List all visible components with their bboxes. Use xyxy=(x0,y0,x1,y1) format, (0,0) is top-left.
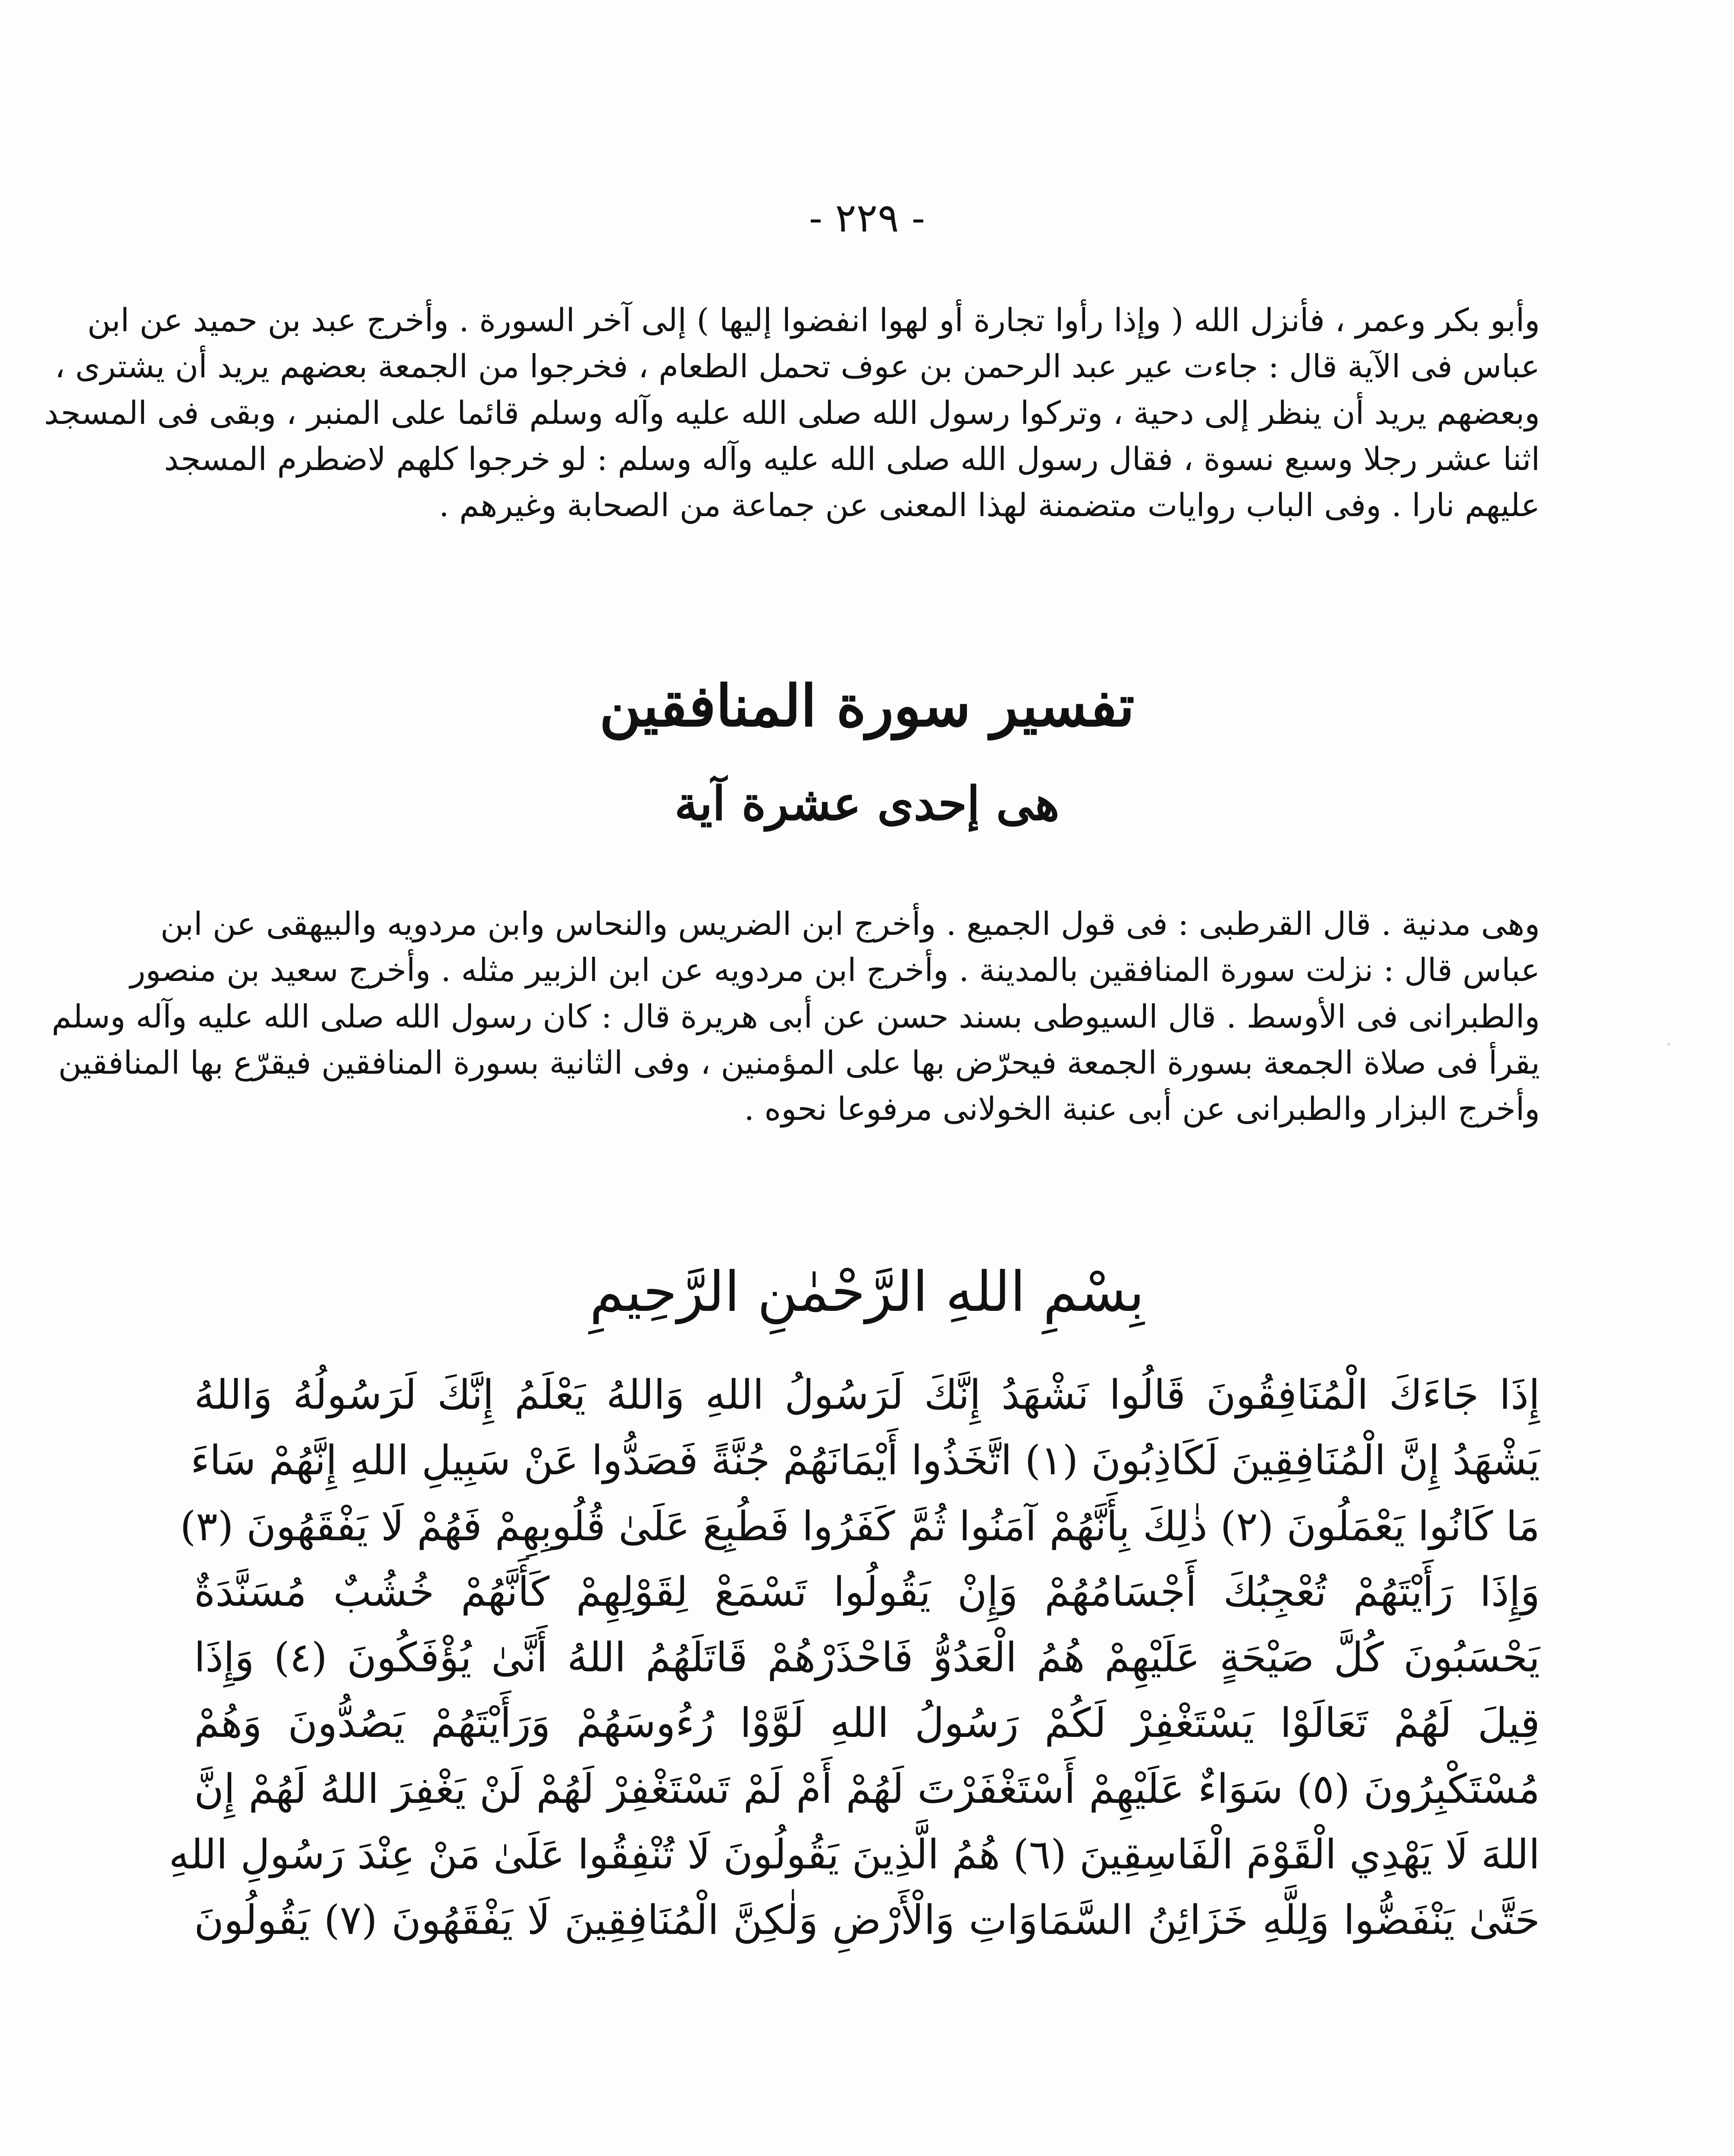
scan-speck xyxy=(1667,1043,1670,1046)
quran-line: إِذَا جَاءَكَ الْمُنَافِقُونَ قَالُوا نَشْهَدُ إِنَّكَ لَرَسُولُ اللهِ وَاللهُ يَعْلَمُ إِنَّكَ لَرَسُولُهُ وَاللهُ xyxy=(194,1372,1540,1419)
text-line: وبعضهم يريد أن ينظر إلى دحية ، وتركوا رسول الله صلى الله عليه وآله وسلم قائما على المنبر ، وبقى فى المسجد xyxy=(44,394,1540,432)
text-line: وأخرج البزار والطبرانى عن أبى عنبة الخولانى مرفوعا نحوه . xyxy=(744,1091,1540,1128)
text-line: اثنا عشر رجلا وسبع نسوة ، فقال رسول الله صلى الله عليه وآله وسلم : لو خرجوا كلهم لاضطرم المسجد xyxy=(164,440,1540,478)
quran-line: يَشْهَدُ إِنَّ الْمُنَافِقِينَ لَكَاذِبُونَ (١) اتَّخَذُوا أَيْمَانَهُمْ جُنَّةً فَصَدُّوا عَنْ سَبِيلِ اللهِ إِنَّهُمْ سَاءَ xyxy=(190,1437,1540,1485)
quran-line: حَتَّىٰ يَنْفَضُّوا وَلِلَّهِ خَزَائِنُ السَّمَاوَاتِ وَالْأَرْضِ وَلٰكِنَّ الْمُنَافِقِينَ لَا يَفْقَهُونَ (٧) يَقُولُونَ xyxy=(194,1897,1540,1944)
section-title: تفسير سورة المنافقين xyxy=(599,673,1135,740)
basmala: بِسْمِ اللهِ الرَّحْمٰنِ الرَّحِيمِ xyxy=(589,1260,1145,1324)
quran-line: قِيلَ لَهُمْ تَعَالَوْا يَسْتَغْفِرْ لَكُمْ رَسُولُ اللهِ لَوَّوْا رُءُوسَهُمْ وَرَأَيْتَهُمْ يَصُدُّونَ وَهُمْ xyxy=(194,1700,1540,1747)
page-number: - ٢٢٩ - xyxy=(809,195,925,241)
text-line: وهى مدنية . قال القرطبى : فى قول الجميع . وأخرج ابن الضريس والنحاس وابن مردويه والبيهقى عن ابن xyxy=(160,906,1540,943)
quran-text-block xyxy=(169,1363,1540,1953)
text-line: وأبو بكر وعمر ، فأنزل الله ( وإذا رأوا تجارة أو لهوا انفضوا إليها ) إلى آخر السورة . وأخرج عبد بن حميد عن ابن xyxy=(87,302,1540,339)
text-line: عليهم نارا . وفى الباب روايات متضمنة لهذا المعنى عن جماعة من الصحابة وغيرهم . xyxy=(439,487,1540,524)
quran-line: يَحْسَبُونَ كُلَّ صَيْحَةٍ عَلَيْهِمْ هُمُ الْعَدُوُّ فَاحْذَرْهُمْ قَاتَلَهُمُ اللهُ أَنَّىٰ يُؤْفَكُونَ (٤) وَإِذَا xyxy=(194,1634,1540,1682)
text-line: يقرأ فى صلاة الجمعة بسورة الجمعة فيحرّض بها على المؤمنين ، وفى الثانية بسورة المنافقين فيقرّع بها المنافقين xyxy=(58,1044,1540,1081)
text-line: والطبرانى فى الأوسط . قال السيوطى بسند حسن عن أبى هريرة قال : كان رسول الله صلى الله عليه وآله وسلم xyxy=(51,998,1540,1035)
intro-commentary xyxy=(51,901,1540,1132)
quran-line: اللهَ لَا يَهْدِي الْقَوْمَ الْفَاسِقِينَ (٦) هُمُ الَّذِينَ يَقُولُونَ لَا تُنْفِقُوا عَلَىٰ مَنْ عِنْدَ رَسُولِ اللهِ xyxy=(169,1831,1540,1878)
quran-line: مُسْتَكْبِرُونَ (٥) سَوَاءٌ عَلَيْهِمْ أَسْتَغْفَرْتَ لَهُمْ أَمْ لَمْ تَسْتَغْفِرْ لَهُمْ لَنْ يَغْفِرَ اللهُ لَهُمْ إِنَّ xyxy=(194,1765,1540,1813)
quran-line: مَا كَانُوا يَعْمَلُونَ (٢) ذٰلِكَ بِأَنَّهُمْ آمَنُوا ثُمَّ كَفَرُوا فَطُبِعَ عَلَىٰ قُلُوبِهِمْ فَهُمْ لَا يَفْقَهُونَ (٣) xyxy=(180,1503,1540,1550)
top-commentary xyxy=(44,298,1540,529)
text-line: عباس فى الآية قال : جاءت عير عبد الرحمن بن عوف تحمل الطعام ، فخرجوا من الجمعة بعضهم يريد أن يشترى ، xyxy=(55,348,1540,385)
text-line: عباس قال : نزلت سورة المنافقين بالمدينة . وأخرج ابن مردويه عن ابن الزبير مثله . وأخرج سعيد بن منصور xyxy=(130,952,1540,989)
section-subtitle: هى إحدى عشرة آية xyxy=(674,777,1060,831)
quran-line: وَإِذَا رَأَيْتَهُمْ تُعْجِبُكَ أَجْسَامُهُمْ وَإِنْ يَقُولُوا تَسْمَعْ لِقَوْلِهِمْ كَأَنَّهُمْ خُشُبٌ مُسَنَّدَةٌ xyxy=(194,1568,1540,1616)
